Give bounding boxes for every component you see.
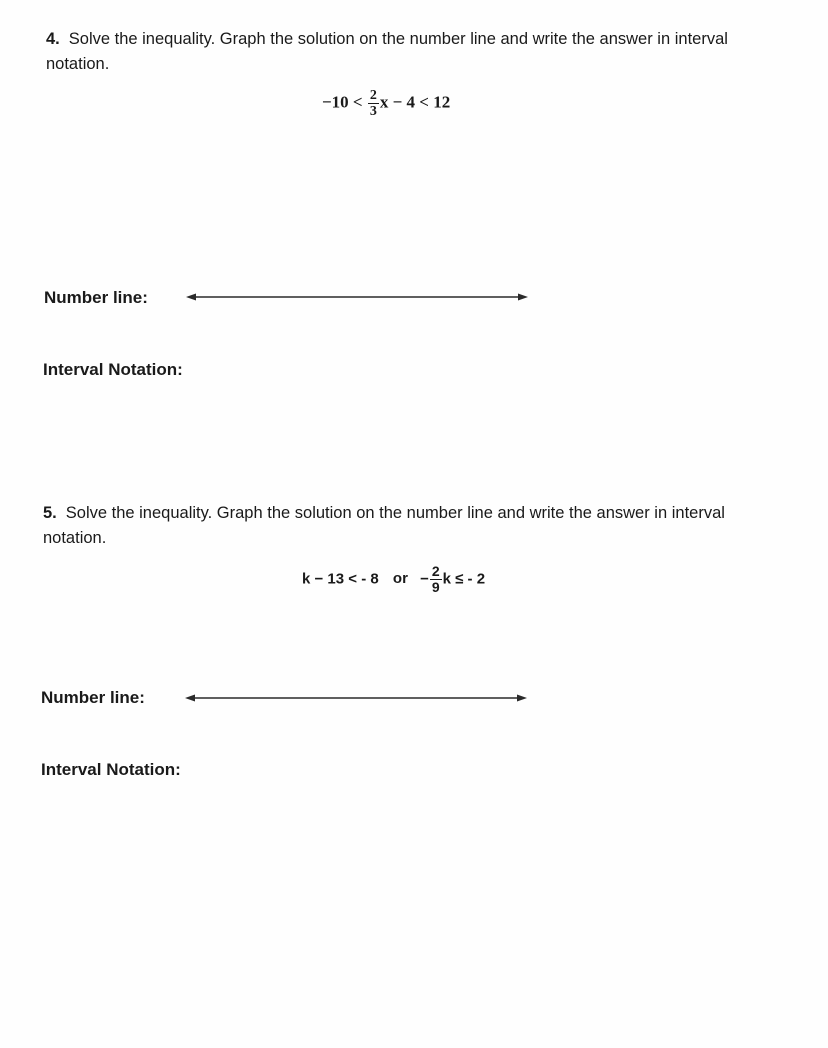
question-5-prompt — [43, 501, 763, 551]
question-4-prompt — [46, 27, 766, 77]
inequality-part2: k ≤ - 2 — [442, 570, 486, 588]
fraction-numerator: 2 — [431, 563, 440, 579]
question-4-number-line[interactable] — [186, 290, 531, 304]
question-5-number: 5. — [43, 504, 57, 522]
question-5-interval-label: Interval Notation: — [41, 760, 181, 779]
fraction-two-thirds — [368, 88, 379, 119]
left-arrow-icon — [185, 695, 195, 702]
negative-sign: − — [420, 570, 429, 588]
question-4-inequality — [322, 88, 450, 119]
question-5-number-line-label: Number line: — [41, 688, 145, 707]
question-4-interval-label: Interval Notation: — [43, 360, 183, 379]
inequality-left: −10 < — [322, 92, 363, 112]
fraction-denominator: 9 — [431, 579, 440, 595]
inequality-right: x − 4 < 12 — [379, 92, 451, 112]
right-arrow-icon — [518, 294, 528, 301]
fraction-denominator: 3 — [369, 104, 377, 119]
fraction-two-ninths — [430, 564, 442, 595]
fraction-numerator: 2 — [369, 88, 377, 103]
question-5-inequality — [302, 564, 485, 595]
left-arrow-icon — [186, 294, 196, 301]
inequality-connector: or — [392, 570, 408, 588]
inequality-part1: k − 13 < - 8 — [302, 570, 379, 588]
right-arrow-icon — [517, 695, 527, 702]
question-4-number: 4. — [46, 30, 60, 48]
question-4-number-line-label: Number line: — [44, 288, 148, 307]
question-4-text: Solve the inequality. Graph the solution on the number line and write the answer in interval notation. — [46, 30, 728, 73]
question-5-number-line[interactable] — [185, 691, 530, 705]
question-5-text: Solve the inequality. Graph the solution on the number line and write the answer in interval notation. — [43, 504, 725, 547]
